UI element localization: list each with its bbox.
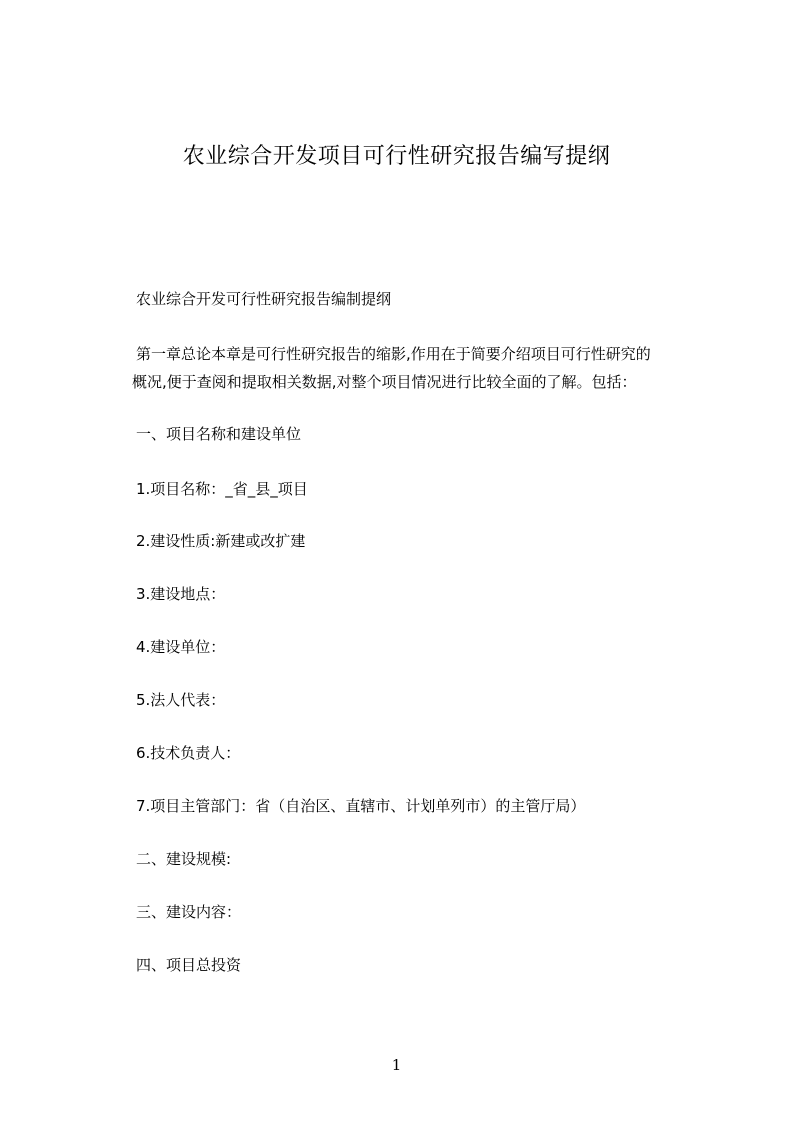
intro-line-2: 概况,便于查阅和提取相关数据,对整个项目情况进行比较全面的了解。包括： [132,373,637,391]
section-heading-total-investment: 四、项目总投资 [136,956,242,974]
page-number: 1 [391,1056,402,1074]
document-title: 农业综合开发项目可行性研究报告编写提纲 [182,144,611,169]
list-item-construction-site: 3.建设地点： [136,585,226,603]
list-item-legal-representative: 5.法人代表： [136,691,226,709]
list-item-construction-unit: 4.建设单位： [136,638,226,656]
list-item-project-name: 1.项目名称：_省_县_项目 [136,480,308,498]
intro-line-1: 第一章总论本章是可行性研究报告的缩影,作用在于简要介绍项目可行性研究的 [136,345,651,363]
list-item-competent-department: 7.项目主管部门：省（自治区、直辖市、计划单列市）的主管厅局） [136,797,586,815]
section-heading-construction-content: 三、建设内容： [136,903,242,921]
intro-paragraph [132,340,706,396]
section-heading-construction-scale: 二、建设规模: [136,850,232,868]
list-item-construction-nature: 2.建设性质:新建或改扩建 [136,532,306,550]
document-subtitle: 农业综合开发可行性研究报告编制提纲 [136,290,392,308]
section-heading-project-name: 一、项目名称和建设单位 [136,425,302,443]
list-item-technical-lead: 6.技术负责人： [136,744,241,762]
